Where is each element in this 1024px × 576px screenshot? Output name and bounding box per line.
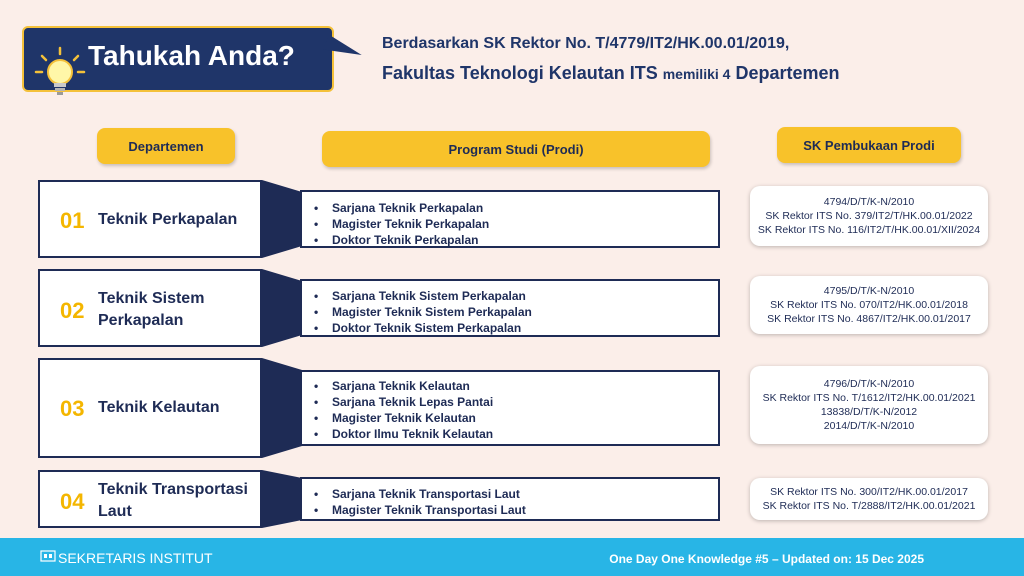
department-card-01 <box>38 180 262 258</box>
department-number: 04 <box>60 489 85 514</box>
department-name: Teknik Kelautan <box>98 399 220 416</box>
prodi-list-01 <box>300 190 720 248</box>
department-card-04 <box>38 470 262 528</box>
prodi-item: • Magister Teknik Kelautan <box>332 410 718 426</box>
sk-card-03 <box>750 366 988 444</box>
department-name: Teknik Sistem Perkapalan <box>98 290 205 329</box>
sk-card-01 <box>750 186 988 246</box>
prodi-item: • Sarjana Teknik Lepas Pantai <box>332 394 718 410</box>
department-card-03 <box>38 358 262 458</box>
prodi-item: • Magister Teknik Perkapalan <box>332 216 718 232</box>
headline-line-2 <box>382 63 840 84</box>
sk-entry: SK Rektor ITS No. 379/IT2/T/HK.00.01/2022 <box>765 210 973 222</box>
sk-card-04 <box>750 478 988 520</box>
prodi-list-02 <box>300 279 720 337</box>
connector-01 <box>262 180 302 258</box>
department-name: Teknik Perkapalan <box>98 211 238 228</box>
column-header-departemen: Departemen <box>97 128 235 164</box>
headline-line-1: Berdasarkan SK Rektor No. T/4779/IT2/HK.00.01/2019, <box>382 35 790 52</box>
department-number: 01 <box>60 208 85 233</box>
connector-03 <box>262 358 302 458</box>
prodi-list-04 <box>300 477 720 521</box>
department-number: 03 <box>60 396 85 421</box>
headline-end: Departemen <box>735 63 840 83</box>
sk-entry: SK Rektor ITS No. T/1612/IT2/HK.00.01/2021 <box>762 392 976 404</box>
prodi-list-03 <box>300 370 720 446</box>
sk-entry: SK Rektor ITS No. 070/IT2/HK.00.01/2018 <box>770 299 968 311</box>
headline-count: memiliki 4 <box>662 66 731 82</box>
sk-entry: 4794/D/T/K-N/2010 <box>823 196 915 208</box>
sk-entry: SK Rektor ITS No. 116/IT2/T/HK.00.01/XII/2024 <box>757 224 981 236</box>
sk-entry: 4795/D/T/K-N/2010 <box>823 285 915 297</box>
headline-faculty: Fakultas Teknologi Kelautan ITS <box>382 63 658 83</box>
sk-entry: SK Rektor ITS No. 300/IT2/HK.00.01/2017 <box>770 486 968 498</box>
prodi-item: • Sarjana Teknik Transportasi Laut <box>332 486 718 502</box>
prodi-item: • Sarjana Teknik Kelautan <box>332 378 718 394</box>
lightbulb-icon <box>32 44 88 100</box>
prodi-item: • Doktor Teknik Perkapalan <box>332 232 718 248</box>
footer-tagline: One Day One Knowledge #5 – Updated on: 15 Dec 2025 <box>609 552 924 566</box>
prodi-item: • Magister Teknik Sistem Perkapalan <box>332 304 718 320</box>
department-name: Teknik Transportasi Laut <box>98 481 248 520</box>
connector-04 <box>262 470 302 528</box>
column-header-prodi: Program Studi (Prodi) <box>322 131 710 167</box>
connector-02 <box>262 269 302 347</box>
prodi-item: • Magister Teknik Transportasi Laut <box>332 502 718 518</box>
prodi-item: • Sarjana Teknik Perkapalan <box>332 200 718 216</box>
page-title: Tahukah Anda? <box>88 40 295 71</box>
department-card-02 <box>38 269 262 347</box>
prodi-item: • Doktor Ilmu Teknik Kelautan <box>332 426 718 442</box>
footer-org-name: SEKRETARIS INSTITUT <box>58 550 213 566</box>
sk-entry: SK Rektor ITS No. 4867/IT2/HK.00.01/2017 <box>767 313 971 325</box>
department-number: 02 <box>60 298 85 323</box>
institute-logo-icon <box>40 549 56 563</box>
column-header-sk: SK Pembukaan Prodi <box>777 127 961 163</box>
prodi-item: • Sarjana Teknik Sistem Perkapalan <box>332 288 718 304</box>
sk-entry: 4796/D/T/K-N/2010 <box>823 378 915 390</box>
sk-entry: SK Rektor ITS No. T/2888/IT2/HK.00.01/2021 <box>762 500 976 512</box>
sk-entry: 13838/D/T/K-N/2012 <box>820 406 918 418</box>
sk-entry: 2014/D/T/K-N/2010 <box>823 420 915 432</box>
prodi-item: • Doktor Teknik Sistem Perkapalan <box>332 320 718 336</box>
sk-card-02 <box>750 276 988 334</box>
